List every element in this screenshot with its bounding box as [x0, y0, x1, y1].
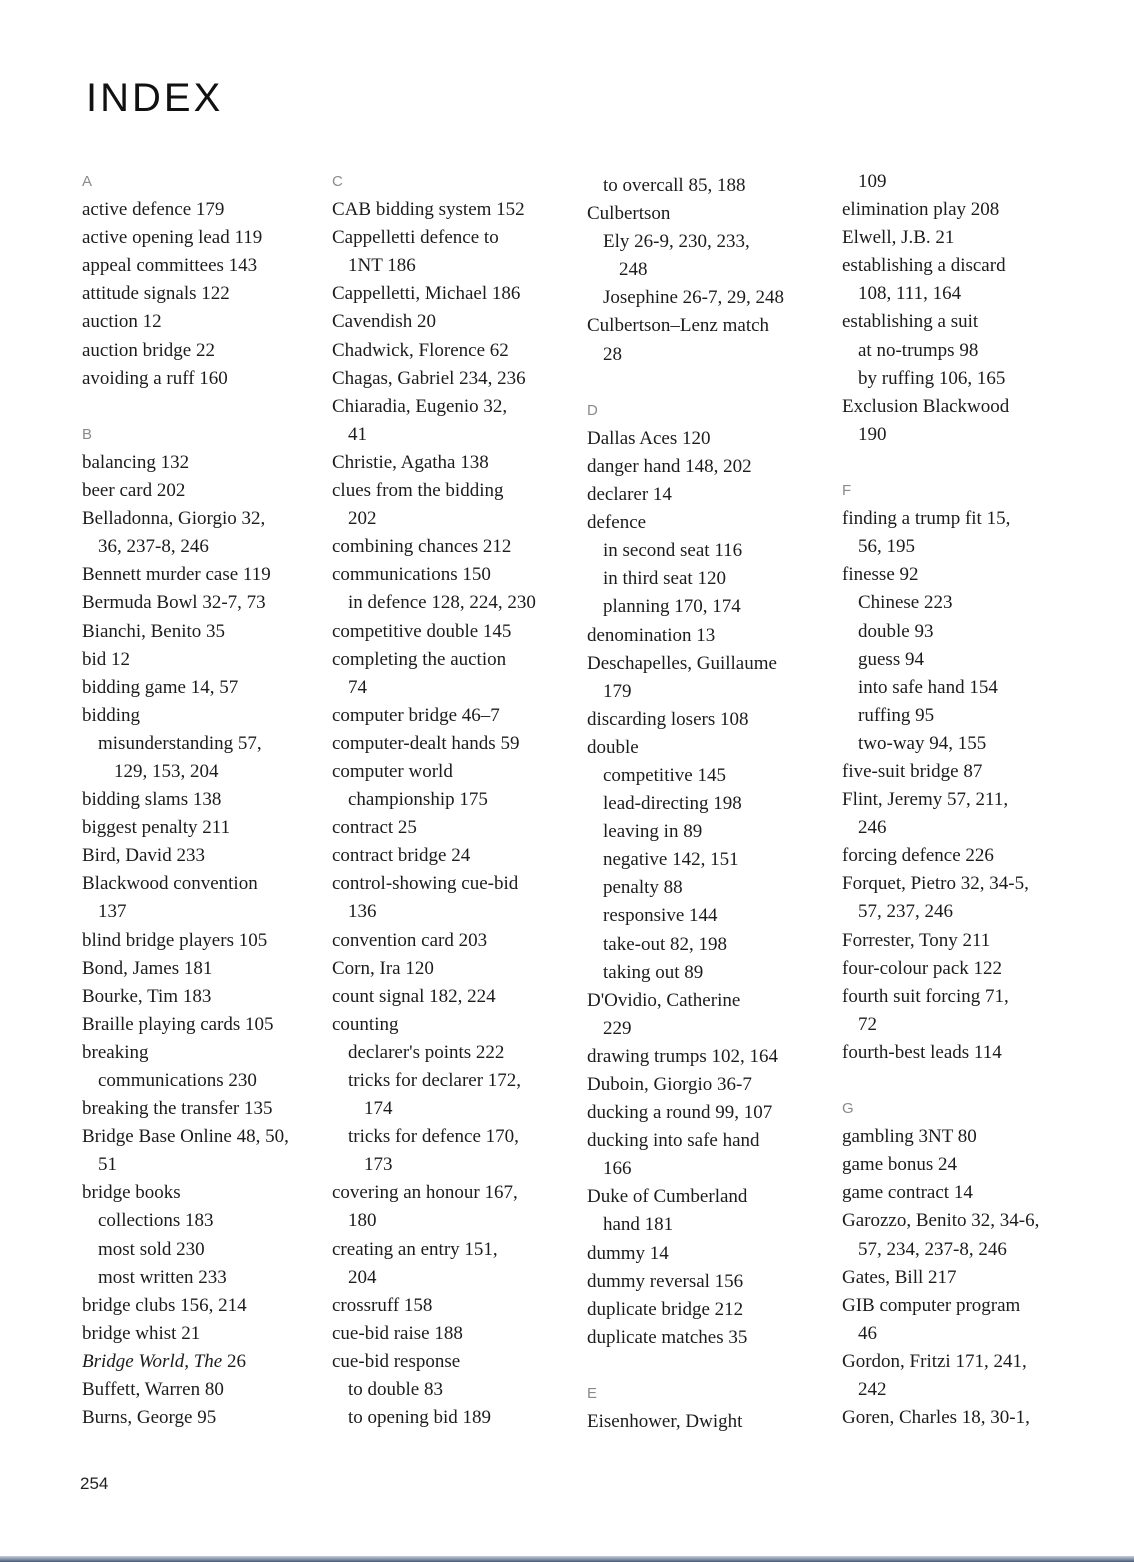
index-entry: Bird, David 233: [82, 845, 205, 867]
index-entry: Exclusion Blackwood: [842, 395, 1010, 417]
index-entry: Chadwick, Florence 62: [332, 339, 509, 361]
index-entry: 74: [348, 676, 367, 698]
index-entry: bidding: [82, 704, 141, 726]
index-entry: computer bridge 46–7: [332, 704, 500, 726]
index-entry: game bonus 24: [842, 1154, 958, 1176]
index-entry: Duke of Cumberland: [587, 1186, 748, 1208]
index-entry: to overcall 85, 188: [603, 175, 746, 196]
index-entry: 36, 237-8, 246: [98, 536, 209, 558]
index-entry: 190: [858, 423, 887, 445]
index-entry: most sold 230: [98, 1238, 205, 1260]
index-entry: Chinese 223: [858, 592, 953, 614]
index-entry: competitive 145: [603, 764, 726, 786]
index-entry: 41: [348, 423, 367, 445]
index-entry: hand 181: [603, 1214, 674, 1236]
index-entry: 179: [603, 680, 632, 702]
index-entry: five-suit bridge 87: [842, 760, 983, 782]
index-entry: Christie, Agatha 138: [332, 451, 489, 473]
index-entry: Ely 26-9, 230, 233,: [603, 231, 750, 253]
index-entry: ducking into safe hand: [587, 1130, 760, 1152]
section-spacer: [842, 449, 1092, 477]
index-entry: Bond, James 181: [82, 957, 213, 979]
index-entry: 242: [858, 1379, 887, 1401]
index-entry: Blackwood convention: [82, 873, 258, 895]
index-entry: combining chances 212: [332, 536, 512, 558]
index-entry: in defence 128, 224, 230: [348, 592, 536, 614]
index-entry: 57, 234, 237-8, 246: [858, 1238, 1007, 1260]
index-entry: crossruff 158: [332, 1294, 433, 1316]
index-entry: D'Ovidio, Catherine: [587, 989, 741, 1011]
index-entry: game contract 14: [842, 1182, 973, 1204]
index-entry: Dallas Aces 120: [587, 427, 711, 449]
index-entry: communications 230: [98, 1070, 257, 1091]
index-entry: discarding losers 108: [587, 708, 749, 730]
section-letter: C: [332, 173, 343, 190]
index-entry: Chiaradia, Eugenio 32,: [332, 395, 508, 417]
index-entry: collections 183: [98, 1210, 214, 1232]
index-entry: 28: [603, 343, 622, 365]
index-entry: establishing a suit: [842, 311, 979, 333]
index-entry: to double 83: [348, 1379, 443, 1401]
index-entry: cue-bid raise 188: [332, 1322, 463, 1344]
index-entry: Garozzo, Benito 32, 34-6,: [842, 1210, 1040, 1232]
section-letter: E: [587, 1385, 598, 1403]
index-entry: responsive 144: [603, 905, 718, 927]
index-entry: fourth suit forcing 71,: [842, 985, 1009, 1007]
index-entry: denomination 13: [587, 624, 716, 646]
index-entry: 136: [348, 901, 377, 923]
index-entry: most written 233: [98, 1266, 227, 1288]
index-entry: by ruffing 106, 165: [858, 367, 1006, 389]
index-entry: Gates, Bill 217: [842, 1266, 957, 1288]
index-entry: counting: [332, 1013, 399, 1035]
index-entry: ducking a round 99, 107: [587, 1102, 773, 1124]
index-entry: dummy reversal 156: [587, 1270, 744, 1292]
index-entry: Elwell, J.B. 21: [842, 227, 955, 249]
index-entry: forcing defence 226: [842, 845, 994, 867]
index-entry: Flint, Jeremy 57, 211,: [842, 789, 1009, 811]
section-spacer: [82, 393, 332, 421]
index-entry: control-showing cue-bid: [332, 873, 519, 895]
index-entry: Deschapelles, Guillaume: [587, 652, 777, 674]
index-entry: declarer 14: [587, 484, 672, 506]
index-entry: computer world: [332, 760, 453, 782]
index-entry: Forrester, Tony 211: [842, 929, 991, 951]
index-entry: Burns, George 95: [82, 1407, 217, 1429]
index-entry: gambling 3NT 80: [842, 1126, 977, 1148]
index-entry: into safe hand 154: [858, 676, 998, 698]
index-entry: 72: [858, 1013, 877, 1035]
index-entry: declarer's points 222: [348, 1041, 505, 1063]
index-entry: Braille playing cards 105: [82, 1013, 274, 1035]
index-entry: covering an honour 167,: [332, 1182, 518, 1204]
index-entry: auction 12: [82, 311, 162, 333]
index-entry: 174: [364, 1098, 393, 1120]
index-entry: 1NT 186: [348, 255, 416, 277]
index-entry: planning 170, 174: [603, 596, 741, 618]
index-entry: competitive double 145: [332, 620, 512, 642]
section-spacer: [842, 1067, 1092, 1095]
index-entry: Corn, Ira 120: [332, 957, 434, 979]
index-entry: bridge clubs 156, 214: [82, 1294, 247, 1316]
index-entry: Eisenhower, Dwight: [587, 1411, 743, 1433]
index-entry: establishing a discard: [842, 255, 1006, 277]
index-entry: defence: [587, 512, 647, 534]
section-letter: A: [82, 173, 93, 190]
italic-title: Bridge World, The: [82, 1350, 223, 1372]
index-entry: championship 175: [348, 789, 488, 811]
index-entry: bidding game 14, 57: [82, 676, 239, 698]
section-letter: G: [842, 1100, 854, 1118]
index-entry: bidding slams 138: [82, 789, 222, 811]
index-entry: finesse 92: [842, 564, 919, 586]
index-entry: Bermuda Bowl 32-7, 73: [82, 592, 266, 614]
index-entry: 129, 153, 204: [114, 760, 219, 782]
index-entry: duplicate matches 35: [587, 1326, 748, 1348]
index-entry: 180: [348, 1210, 377, 1232]
index-entry: taking out 89: [603, 961, 704, 983]
index-entry: in third seat 120: [603, 568, 726, 590]
index-entry: Cappelletti, Michael 186: [332, 283, 521, 305]
index-entry: 229: [603, 1017, 632, 1039]
section-spacer: [587, 369, 837, 397]
index-entry: lead-directing 198: [603, 793, 742, 815]
index-entry: 51: [98, 1154, 117, 1176]
index-entry: Culbertson: [587, 203, 671, 225]
index-entry: Duboin, Giorgio 36-7: [587, 1074, 752, 1095]
index-entry: Buffett, Warren 80: [82, 1379, 224, 1401]
index-entry: Josephine 26-7, 29, 248: [603, 287, 785, 309]
index-entry: balancing 132: [82, 451, 190, 473]
index-entry: fourth-best leads 114: [842, 1041, 1002, 1063]
index-entry: 109: [858, 171, 887, 192]
index-entry: at no-trumps 98: [858, 339, 979, 361]
index-entry: 46: [858, 1322, 877, 1344]
index-entry: 137: [98, 901, 127, 923]
index-entry: Belladonna, Giorgio 32,: [82, 508, 266, 530]
index-entry: leaving in 89: [603, 821, 703, 843]
index-entry: tricks for declarer 172,: [348, 1070, 522, 1091]
index-entry: Bennett murder case 119: [82, 564, 271, 586]
index-entry: misunderstanding 57,: [98, 732, 262, 754]
section-letter: F: [842, 482, 852, 500]
index-entry: four-colour pack 122: [842, 957, 1003, 979]
index-entry: GIB computer program: [842, 1294, 1021, 1316]
index-entry: bridge books: [82, 1182, 181, 1204]
index-entry: count signal 182, 224: [332, 985, 496, 1007]
index-entry: attitude signals 122: [82, 283, 230, 305]
index-entry: breaking: [82, 1041, 149, 1063]
index-column-4: [842, 168, 1092, 1432]
index-entry: Forquet, Pietro 32, 34-5,: [842, 873, 1029, 895]
index-entry: bid 12: [82, 648, 131, 670]
index-entry: 246: [858, 817, 887, 839]
index-entry: Culbertson–Lenz match: [587, 315, 770, 337]
index-entry: convention card 203: [332, 929, 488, 951]
index-entry: Gordon, Fritzi 171, 241,: [842, 1350, 1027, 1372]
index-entry: 57, 237, 246: [858, 901, 953, 923]
index-entry: elimination play 208: [842, 199, 1000, 221]
index-entry: Chagas, Gabriel 234, 236: [332, 367, 526, 389]
index-entry: double 93: [858, 620, 934, 642]
index-entry: two-way 94, 155: [858, 732, 987, 754]
section-spacer: [587, 1352, 837, 1380]
index-column-2: [332, 168, 582, 1432]
index-entry: Bridge World, The 26: [82, 1350, 246, 1372]
index-entry: avoiding a ruff 160: [82, 367, 228, 389]
index-entry: finding a trump fit 15,: [842, 508, 1011, 530]
index-entry: 166: [603, 1158, 632, 1180]
index-entry: tricks for defence 170,: [348, 1126, 519, 1148]
index-entry: active defence 179: [82, 199, 225, 221]
index-entry: Cavendish 20: [332, 311, 436, 333]
index-entry: breaking the transfer 135: [82, 1098, 273, 1120]
index-entry: 202: [348, 508, 377, 530]
index-entry: 248: [619, 259, 648, 281]
section-letter: B: [82, 425, 93, 443]
page-number: 254: [80, 1474, 109, 1493]
index-entry: clues from the bidding: [332, 480, 504, 502]
index-entry: to opening bid 189: [348, 1407, 492, 1429]
index-entry: bridge whist 21: [82, 1322, 201, 1344]
index-entry: double: [587, 736, 639, 758]
index-entry: take-out 82, 198: [603, 933, 728, 955]
index-entry: 204: [348, 1266, 377, 1288]
index-entry: negative 142, 151: [603, 849, 739, 871]
index-entry: drawing trumps 102, 164: [587, 1045, 779, 1067]
index-entry: contract bridge 24: [332, 845, 471, 867]
index-entry: cue-bid response: [332, 1350, 461, 1372]
index-entry: Bridge Base Online 48, 50,: [82, 1126, 289, 1148]
index-entry: 173: [364, 1154, 393, 1176]
index-entry: biggest penalty 211: [82, 817, 231, 839]
index-entry: guess 94: [858, 648, 924, 670]
index-entry: in second seat 116: [603, 540, 743, 562]
index-entry: CAB bidding system 152: [332, 199, 525, 221]
index-entry: Bourke, Tim 183: [82, 985, 212, 1007]
index-entry: dummy 14: [587, 1242, 669, 1264]
page-title: INDEX: [86, 76, 224, 120]
index-entry: auction bridge 22: [82, 339, 215, 361]
index-entry: duplicate bridge 212: [587, 1298, 744, 1320]
index-entry: Goren, Charles 18, 30-1,: [842, 1407, 1030, 1429]
index-entry: communications 150: [332, 564, 491, 586]
index-entry: creating an entry 151,: [332, 1238, 498, 1260]
index-entry: blind bridge players 105: [82, 929, 268, 951]
section-letter: D: [587, 401, 598, 419]
index-entry: Bianchi, Benito 35: [82, 620, 226, 642]
index-entry: completing the auction: [332, 648, 507, 670]
index-entry: beer card 202: [82, 480, 186, 502]
index-entry: 56, 195: [858, 536, 915, 558]
index-entry: 108, 111, 164: [858, 283, 962, 305]
index-entry: penalty 88: [603, 877, 683, 899]
bottom-rule: [0, 1556, 1134, 1562]
index-entry: danger hand 148, 202: [587, 455, 752, 477]
index-entry: ruffing 95: [858, 704, 935, 726]
index-column-1: [82, 168, 332, 1432]
index-entry: active opening lead 119: [82, 227, 263, 249]
index-entry: Cappelletti defence to: [332, 227, 499, 249]
index-entry: contract 25: [332, 817, 417, 839]
index-entry: computer-dealt hands 59: [332, 732, 520, 754]
index-entry: appeal committees 143: [82, 255, 258, 277]
index-column-3: [587, 172, 837, 1436]
